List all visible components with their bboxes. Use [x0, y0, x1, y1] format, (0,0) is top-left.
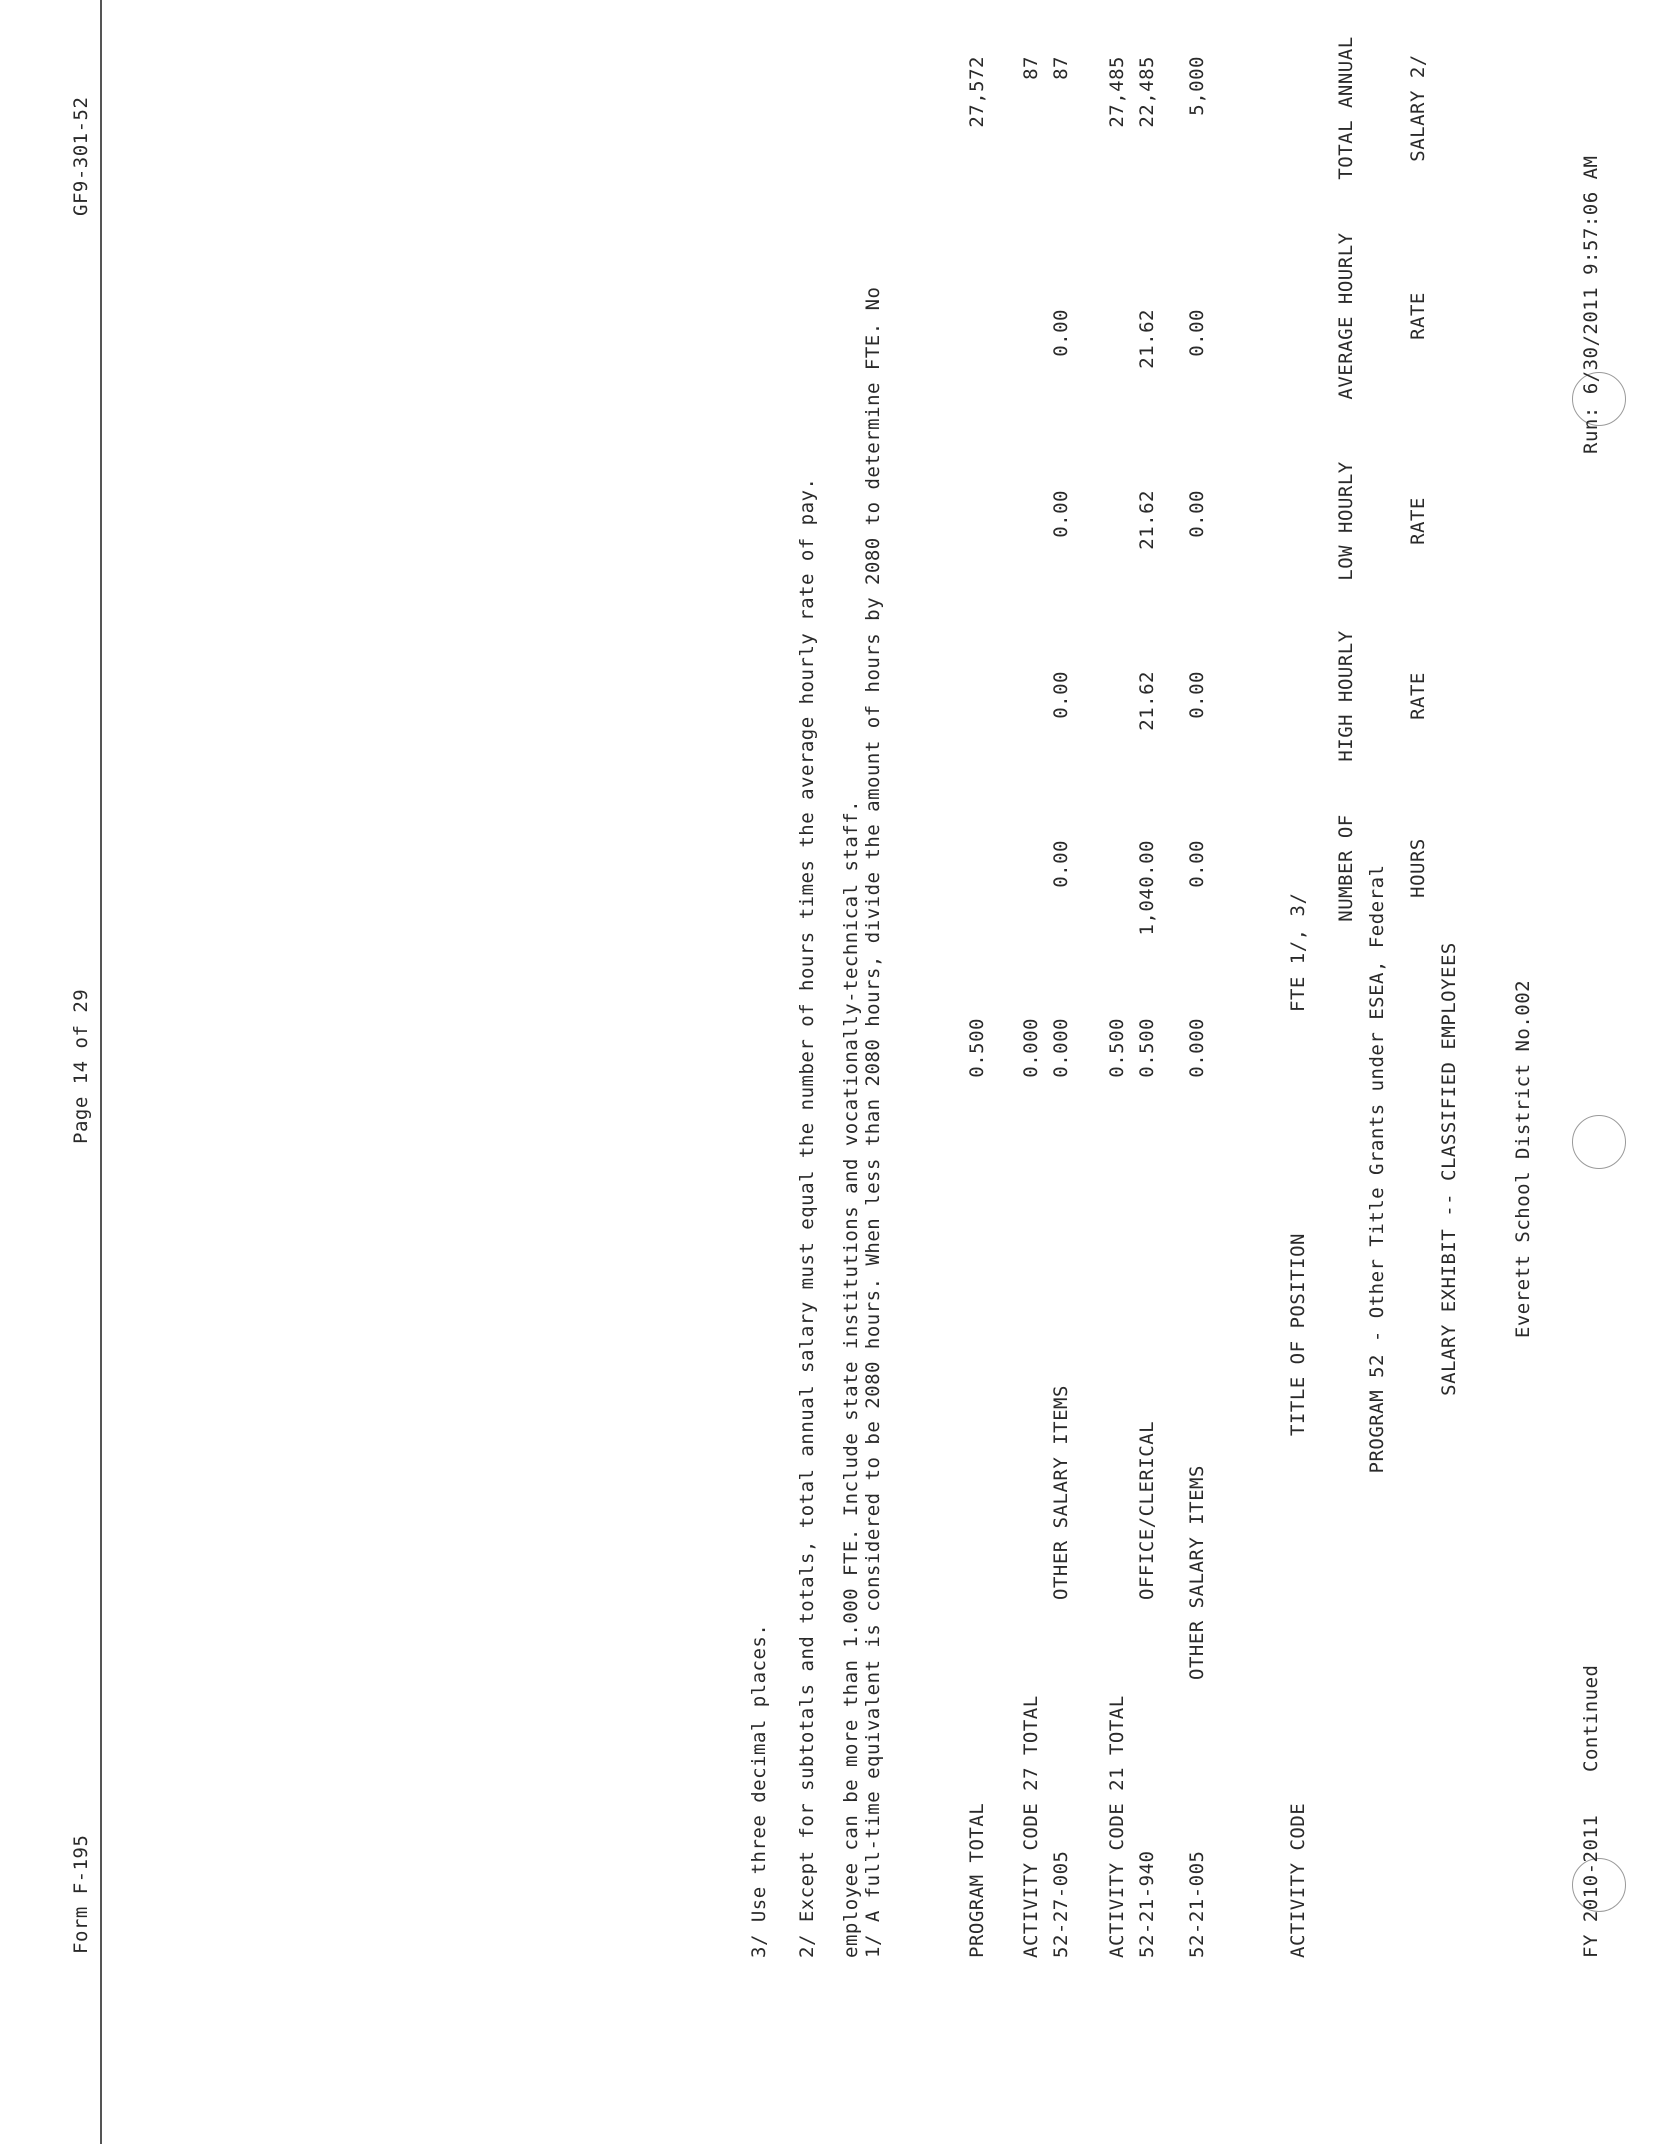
row-position-title: OTHER SALARY ITEMS — [1186, 1465, 1208, 1680]
header-title-of-position: TITLE OF POSITION — [1287, 1233, 1309, 1436]
row-activity-code: 52-21-940 — [1136, 1850, 1158, 1958]
district-name: Everett School District No.002 — [1512, 979, 1534, 1339]
row-fte: 0.000 — [1186, 1018, 1208, 1078]
row-average-rate: 21.62 — [1136, 309, 1158, 369]
row-low-rate: 0.00 — [1050, 490, 1072, 538]
row-total-salary: 27,485 — [1106, 56, 1128, 128]
header-hours: NUMBER OF HOURS — [1335, 814, 1429, 922]
row-low-rate: 21.62 — [1136, 490, 1158, 550]
header-low-rate: LOW HOURLY RATE — [1335, 461, 1429, 581]
row-fte: 0.000 — [1020, 1018, 1042, 1078]
row-fte: 0.000 — [1050, 1018, 1072, 1078]
row-total-salary: 87 — [1020, 56, 1042, 80]
fiscal-year: FY 2010-2011 — [1580, 1814, 1602, 1958]
row-hours: 0.00 — [1186, 840, 1208, 888]
row-high-rate: 21.62 — [1136, 671, 1158, 731]
footer-divider — [100, 0, 102, 2144]
row-total-salary: 27,572 — [966, 56, 988, 128]
run-timestamp: Run: 6/30/2011 9:57:06 AM — [1580, 155, 1602, 454]
row-average-rate: 0.00 — [1050, 309, 1072, 357]
continued-label: Continued — [1580, 1664, 1602, 1772]
row-average-rate: 0.00 — [1186, 309, 1208, 357]
row-fte: 0.500 — [1106, 1018, 1128, 1078]
row-high-rate: 0.00 — [1050, 671, 1072, 719]
header-activity-code: ACTIVITY CODE — [1287, 1802, 1309, 1958]
row-total-salary: 87 — [1050, 56, 1072, 80]
row-hours: 0.00 — [1050, 840, 1072, 888]
hole-punch-center — [1572, 1115, 1626, 1169]
row-fte: 0.500 — [966, 1018, 988, 1078]
row-hours: 1,040.00 — [1136, 840, 1158, 936]
form-code: GF9-301-52 — [70, 96, 92, 216]
form-number: Form F-195 — [70, 1834, 92, 1954]
row-high-rate: 0.00 — [1186, 671, 1208, 719]
footnote-3: 3/ Use three decimal places. — [748, 1623, 770, 1958]
footnote-2: 2/ Except for subtotals and totals, total annual salary must equal the number of hours times the average hourly rate of pay. — [796, 477, 818, 1958]
page-number: Page 14 of 29 — [70, 988, 92, 1144]
row-position-title: OTHER SALARY ITEMS — [1050, 1385, 1072, 1600]
exhibit-title: SALARY EXHIBIT -- CLASSIFIED EMPLOYEES — [1438, 942, 1460, 1396]
header-total-salary: TOTAL ANNUAL SALARY 2/ — [1335, 36, 1429, 180]
program-title: PROGRAM 52 - Other Title Grants under ESEA, Federal — [1366, 864, 1388, 1474]
row-total-salary: 22,485 — [1136, 56, 1158, 128]
row-activity-code: 52-21-005 — [1186, 1850, 1208, 1958]
row-activity-code: ACTIVITY CODE 21 TOTAL — [1106, 1695, 1128, 1958]
header-high-rate: HIGH HOURLY RATE — [1335, 630, 1429, 762]
header-average-rate: AVERAGE HOURLY RATE — [1335, 232, 1429, 400]
row-total-salary: 5,000 — [1186, 56, 1208, 116]
row-fte: 0.500 — [1136, 1018, 1158, 1078]
footnote-1-line-1: 1/ A full-time equivalent is considered to be 2080 hours. When less than 2080 hours, divide the amount of hours by 2080 to determine FTE. No — [862, 286, 884, 1958]
row-activity-code: PROGRAM TOTAL — [966, 1802, 988, 1958]
footnote-1-line-2: employee can be more than 1.000 FTE. Include state institutions and vocationally-technical staff. — [840, 799, 862, 1958]
row-position-title: OFFICE/CLERICAL — [1136, 1420, 1158, 1600]
row-activity-code: ACTIVITY CODE 27 TOTAL — [1020, 1695, 1042, 1958]
header-fte: FTE 1/, 3/ — [1287, 892, 1309, 1012]
row-low-rate: 0.00 — [1186, 490, 1208, 538]
row-activity-code: 52-27-005 — [1050, 1850, 1072, 1958]
